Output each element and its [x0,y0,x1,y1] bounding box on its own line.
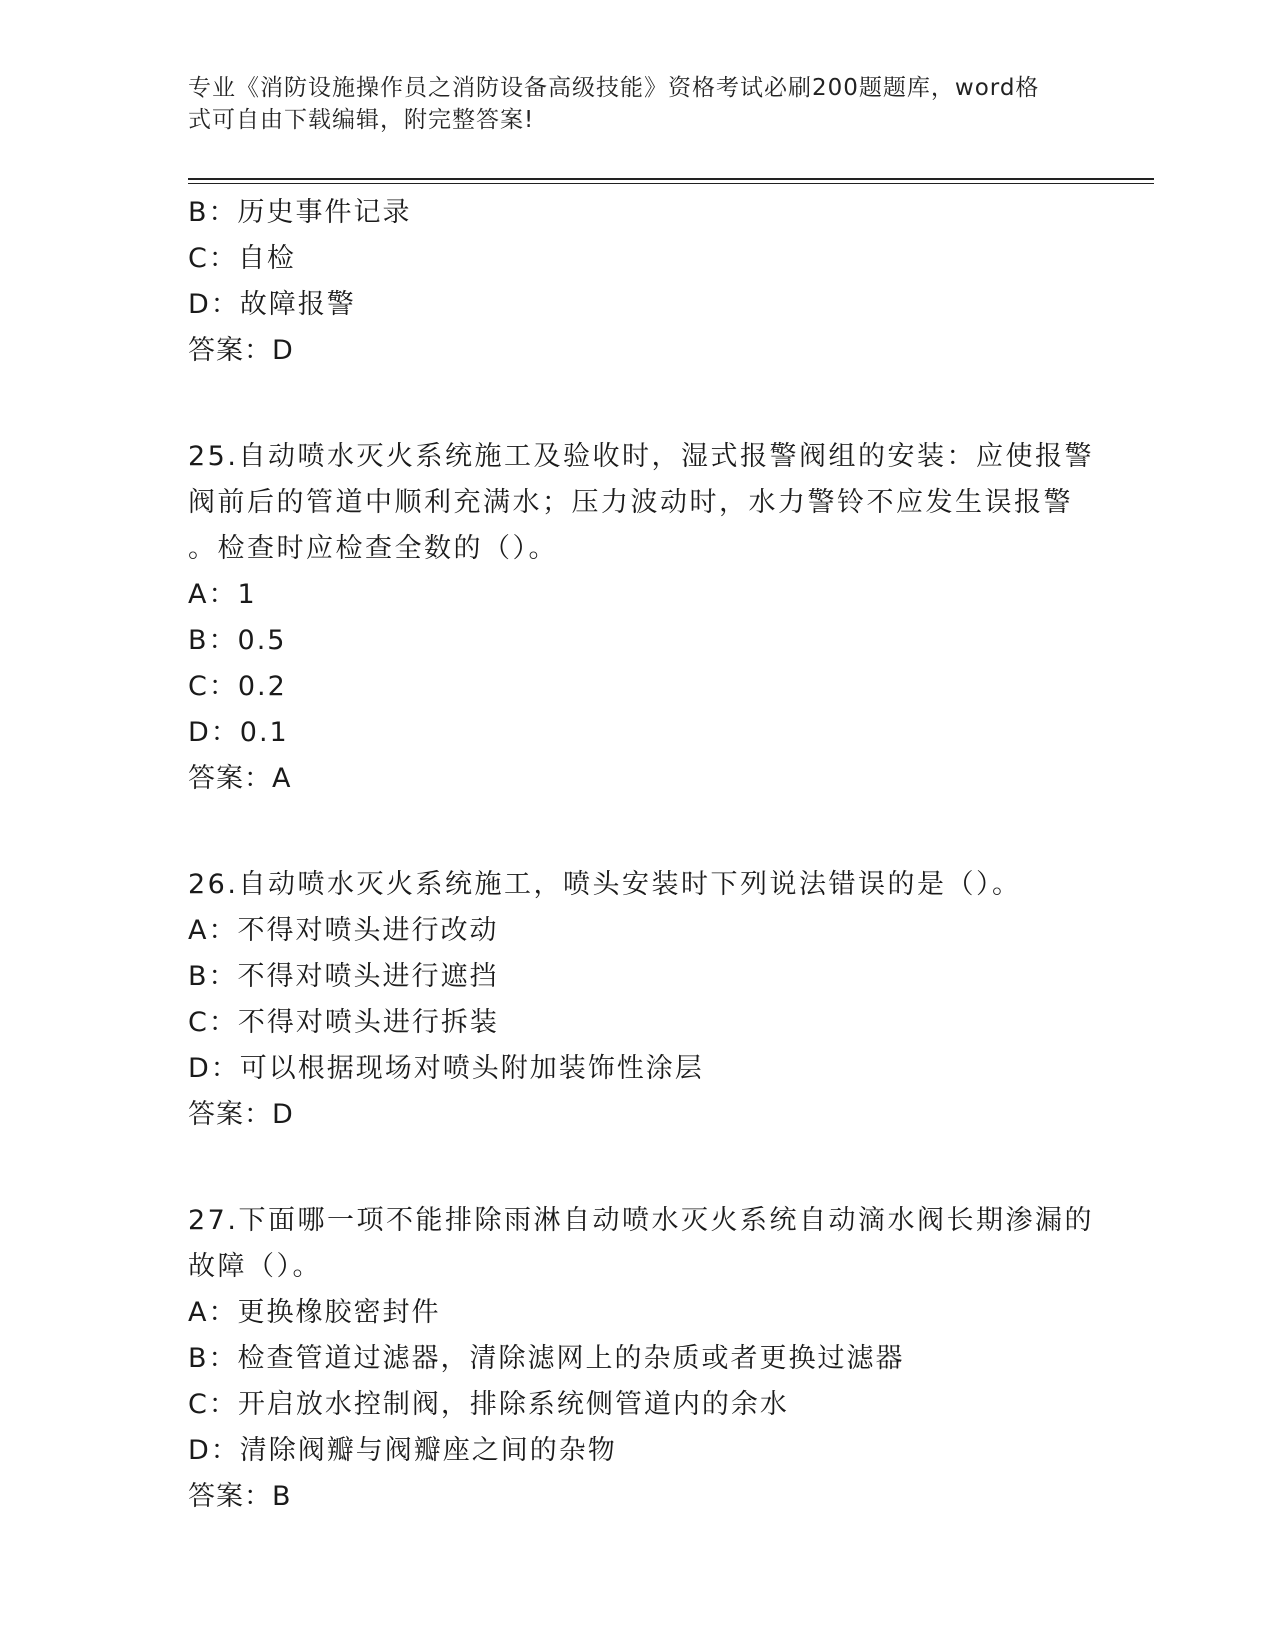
option-d: D：故障报警 [188,289,356,320]
document-header [188,72,1068,136]
question-line: 26.自动喷水灭火系统施工，喷头安装时下列说法错误的是（）。 [188,869,1022,900]
header-divider-thick [188,178,1154,180]
header-divider-thin [188,183,1154,184]
option-b: B：检查管道过滤器，清除滤网上的杂质或者更换过滤器 [188,1343,905,1374]
option-d: D：清除阀瓣与阀瓣座之间的杂物 [188,1435,617,1466]
question-line: 25.自动喷水灭火系统施工及验收时，湿式报警阀组的安装：应使报警 [188,441,1094,472]
question-26 [188,862,1088,1138]
question-line: 27.下面哪一项不能排除雨淋自动喷水灭火系统自动滴水阀长期渗漏的 [188,1205,1094,1236]
option-a: A：不得对喷头进行改动 [188,915,499,946]
option-c: C：自检 [188,243,296,274]
option-c: C：0.2 [188,671,287,702]
answer-label: 答案：B [188,1481,292,1512]
answer-label: 答案：D [188,1099,294,1130]
header-line-1: 专业《消防设施操作员之消防设备高级技能》资格考试必刷200题题库，word格 [188,75,1040,101]
question-27 [188,1198,1094,1520]
header-line-2: 式可自由下载编辑，附完整答案! [188,107,535,133]
question-24-continued [188,190,1088,374]
question-text [188,1198,1094,1290]
option-d: D：0.1 [188,717,289,748]
answer-label: 答案：D [188,335,294,366]
option-c: C：不得对喷头进行拆装 [188,1007,499,1038]
answer-label: 答案：A [188,763,292,794]
option-a: A：更换橡胶密封件 [188,1297,441,1328]
option-c: C：开启放水控制阀，排除系统侧管道内的余水 [188,1389,789,1420]
question-25 [188,434,1094,802]
question-line: 阀前后的管道中顺利充满水；压力波动时，水力警铃不应发生误报警 [188,487,1073,518]
question-line: 故障（）。 [188,1251,322,1282]
option-d: D：可以根据现场对喷头附加装饰性涂层 [188,1053,704,1084]
question-line: 。检查时应检查全数的（）。 [188,533,558,564]
document-body [188,190,1094,1520]
option-b: B：历史事件记录 [188,197,412,228]
option-a: A：1 [188,579,257,610]
question-text [188,862,1088,908]
option-b: B：0.5 [188,625,287,656]
option-b: B：不得对喷头进行遮挡 [188,961,499,992]
question-text [188,434,1094,572]
